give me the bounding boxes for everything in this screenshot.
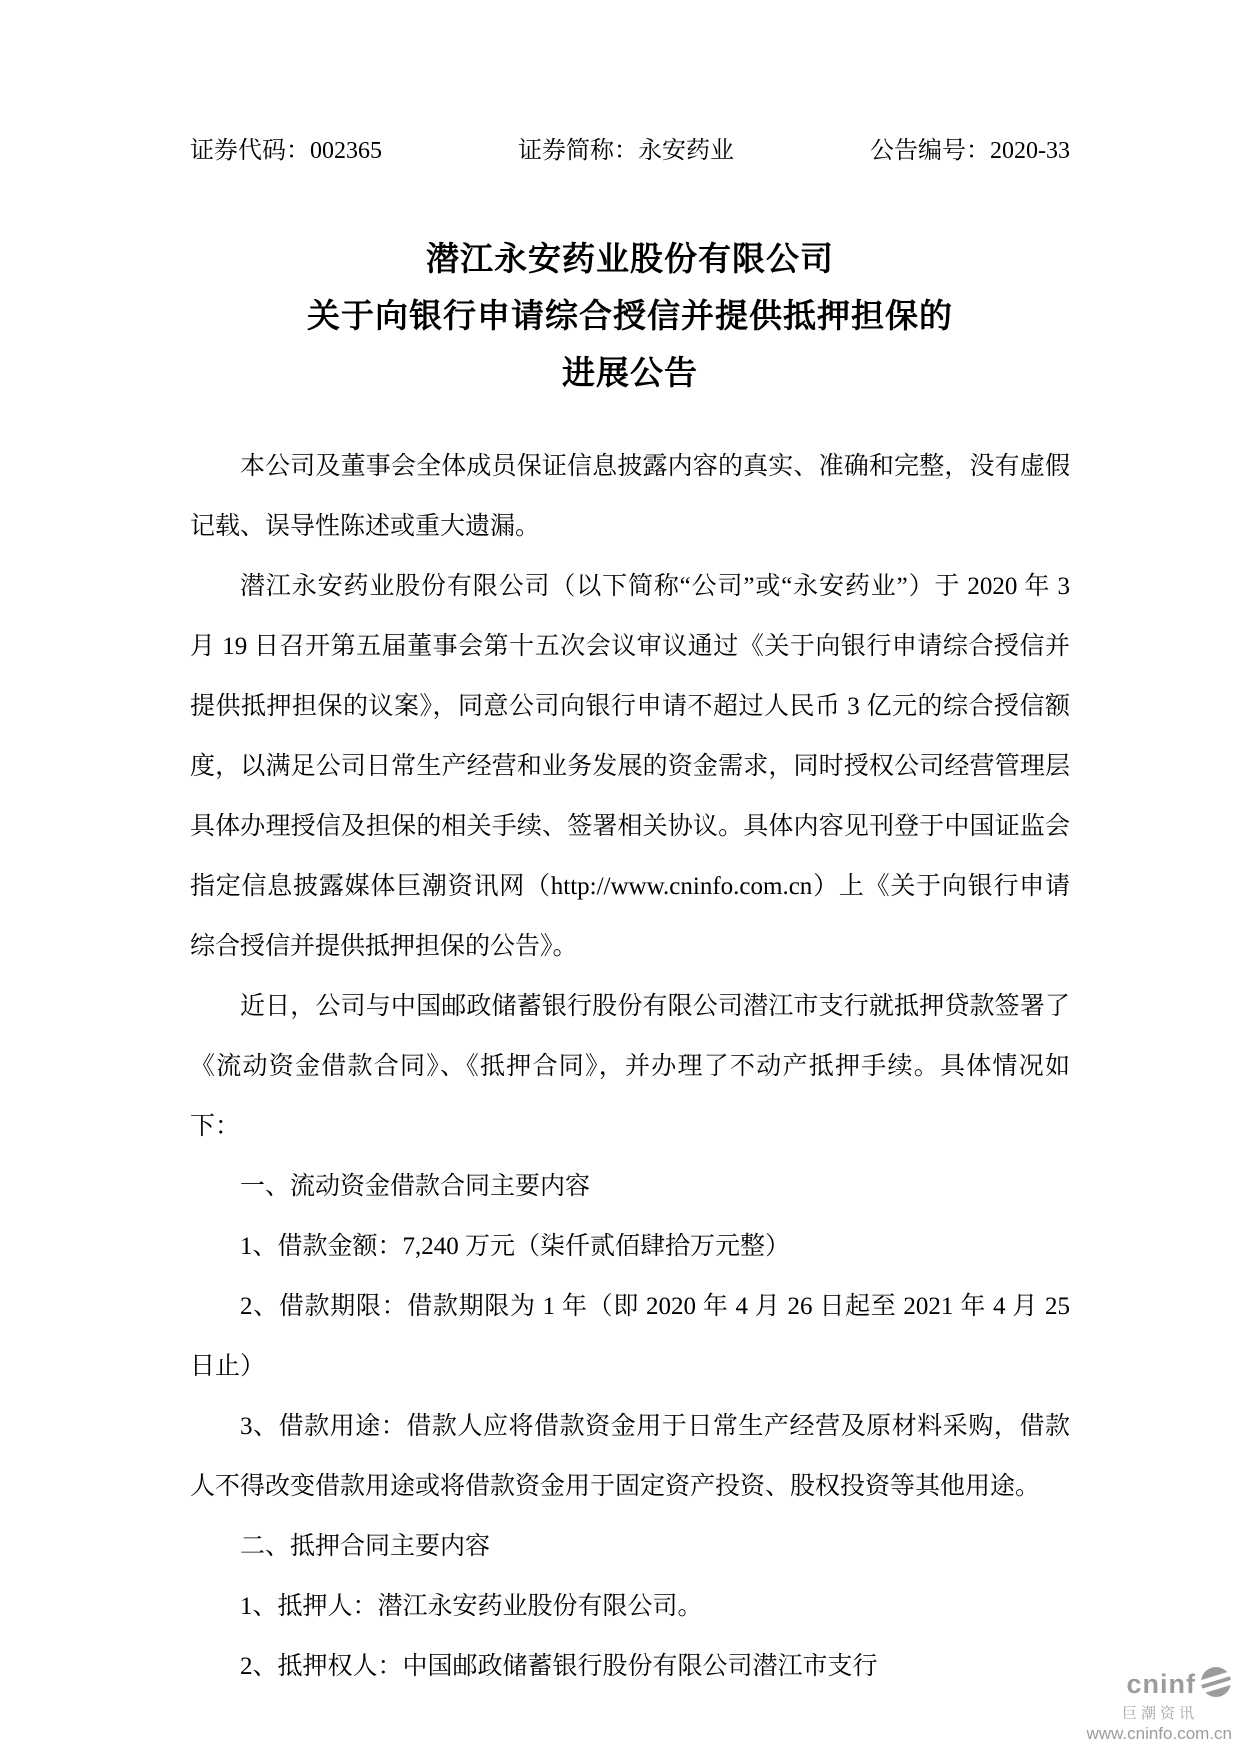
document-title: [190, 230, 1070, 401]
cninfo-chinese-name: 巨潮资讯: [1121, 1705, 1198, 1722]
paragraph: 近日，公司与中国邮政储蓄银行股份有限公司潜江市支行就抵押贷款签署了《流动资金借款合同》、《抵押合同》，并办理了不动产抵押手续。具体情况如下：: [190, 993, 1070, 1140]
paragraph: 本公司及董事会全体成员保证信息披露内容的真实、准确和完整，没有虚假记载、误导性陈述或重大遗漏。: [190, 453, 1070, 540]
cninfo-url: www.cninfo.com.cn: [1086, 1724, 1232, 1743]
cninfo-watermark: [1087, 1666, 1233, 1742]
cninfo-brand-text: cninf: [1126, 1668, 1196, 1699]
stock-code: 证券代码：002365: [190, 138, 382, 164]
title-line-subject: 关于向银行申请综合授信并提供抵押担保的: [307, 297, 953, 334]
document-header-row: [190, 136, 1070, 166]
paragraph: 2、借款期限：借款期限为 1 年（即 2020 年 4 月 26 日起至 2021 年 4 月 25 日止）: [190, 1293, 1070, 1380]
announcement-number: 公告编号：2020-33: [870, 138, 1070, 164]
stock-name: 证券简称：永安药业: [518, 138, 734, 164]
paragraph: 3、借款用途：借款人应将借款资金用于日常生产经营及原材料采购，借款人不得改变借款用途或将借款资金用于固定资产投资、股权投资等其他用途。: [190, 1413, 1070, 1500]
paragraph: 潜江永安药业股份有限公司（以下简称“公司”或“永安药业”）于 2020 年 3 月 19 日召开第五届董事会第十五次会议审议通过《关于向银行申请综合授信并提供抵押担保的议案》，同意公司向银行申请不超过人民币 3 亿元的综合授信额度，以满足公司日常生产经营和业务发展的资金需求，同时授权公司经营管理层具体办理授信及担保的相关手续、签署相关协议。具体内容见刊登于中国证监会指定信息披露媒体巨潮资讯网（http://www.cninfo.com.cn）上《关于向银行申请综合授信并提供抵押担保的公告》。: [190, 573, 1070, 960]
cninfo-brand-row: [1087, 1666, 1233, 1702]
paragraph: 1、抵押人：潜江永安药业股份有限公司。: [240, 1593, 703, 1620]
document-body: [190, 437, 1070, 1697]
paragraph: 一、流动资金借款合同主要内容: [240, 1173, 591, 1200]
cninfo-logo-icon: [1200, 1666, 1232, 1702]
paragraph: 2、抵押权人：中国邮政储蓄银行股份有限公司潜江市支行: [240, 1653, 878, 1680]
title-line-type: 进展公告: [562, 354, 698, 391]
paragraph: 1、借款金额：7,240 万元（柒仟贰佰肆拾万元整）: [240, 1233, 791, 1260]
title-line-company: 潜江永安药业股份有限公司: [426, 240, 834, 277]
paragraph: 二、抵押合同主要内容: [240, 1533, 491, 1560]
